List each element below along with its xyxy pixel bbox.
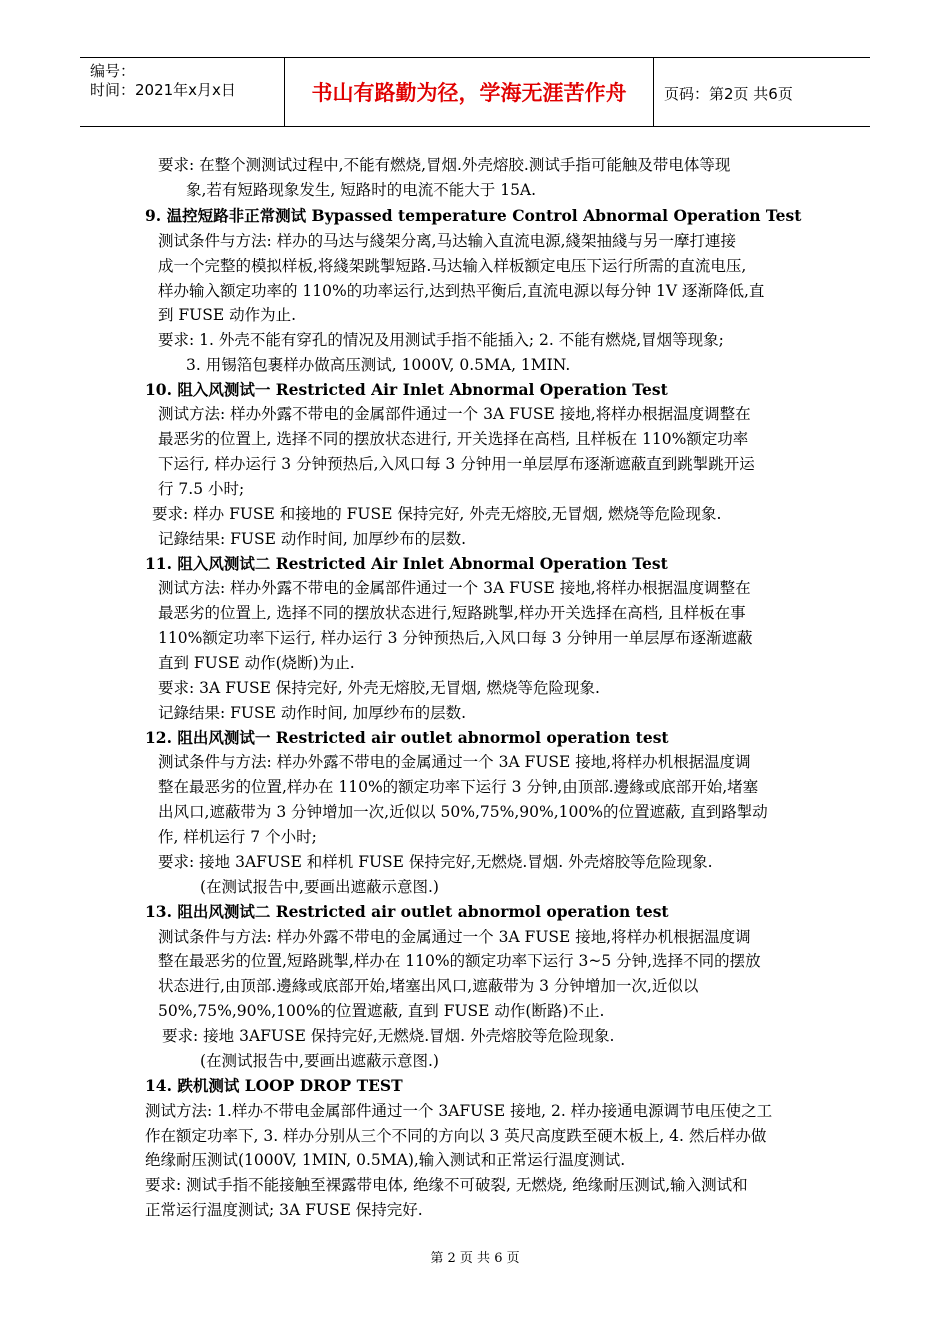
text-line: 测试方法: 样办外露不带电的金属部件通过一个 3A FUSE 接地,将样办根据温度调整在 [158,405,751,423]
text-line: 110%额定功率下运行, 样办运行 3 分钟预热后,入风口每 3 分钟用一单层厚布逐渐遮蔽 [158,629,753,647]
text-line: 最恶劣的位置上, 选择不同的摆放状态进行, 开关选择在高档, 且样板在 110%额定功率 [158,430,749,448]
text-line: 要求: 接地 3AFUSE 和样机 FUSE 保持完好,无燃烧.冒烟. 外壳熔胶等危险现象. [158,853,713,871]
text-line: 要求: 接地 3AFUSE 保持完好,无燃烧.冒烟. 外壳熔胶等危险现象. [162,1027,615,1045]
text-line: 作, 样机运行 7 个小时; [158,828,317,846]
text-line: 正常运行温度测试; 3A FUSE 保持完好. [145,1201,423,1219]
section-heading: 12. 阻出风测试一 Restricted air outlet abnormol operation test [145,728,669,747]
section-heading: 10. 阻入风测试一 Restricted Air Inlet Abnormal Operation Test [145,380,668,399]
text-line: 要求: 测试手指不能接触至裸露带电体, 绝缘不可破裂, 无燃烧, 绝缘耐压测试,输入测试和 [145,1176,748,1194]
text-line: 要求: 样办 FUSE 和接地的 FUSE 保持完好, 外壳无熔胶,无冒烟, 燃烧等危险现象. [152,505,722,523]
text-line: 要求: 在整个测测试过程中,不能有燃烧,冒烟.外壳熔胶.测试手指可能触及带电体等现 [158,156,731,174]
text-line: (在测试报告中,要画出遮蔽示意图.) [200,1052,439,1070]
header-divider [653,58,654,126]
text-line: 测试条件与方法: 样办的马达与綫架分离,马达输入直流电源,綫架抽綫与另一摩打連接 [158,232,737,250]
page-footer: 第 2 页 共 6 页 [430,1251,520,1266]
text-line: 要求: 3A FUSE 保持完好, 外壳无熔胶,无冒烟, 燃烧等危险现象. [158,679,600,697]
text-line: 直到 FUSE 动作(烧断)为止. [158,654,355,672]
text-line: (在测试报告中,要画出遮蔽示意图.) [200,878,439,896]
text-line: 作在额定功率下, 3. 样办分别从三个不同的方向以 3 英尺高度跌至硬木板上, 4. 然后样办做 [145,1127,767,1145]
text-line: 最恶劣的位置上, 选择不同的摆放状态进行,短路跳掣,样办开关选择在高档, 且样板在事 [158,604,746,622]
header-time: 时间：2021年x月x日 [90,81,236,99]
header-number: 编号： [90,62,136,80]
text-line: 出风口,遮蔽带为 3 分钟增加一次,近似以 50%,75%,90%,100%的位置遮蔽, 直到路掣动 [158,803,768,821]
text-line: 整在最恶劣的位置,样办在 110%的额定功率下运行 3 分钟,由顶部.邊緣或底部开始,堵塞 [158,778,759,796]
text-line: 下运行, 样办运行 3 分钟预热后,入风口每 3 分钟用一单层厚布逐渐遮蔽直到跳掣跳开运 [158,455,755,473]
text-line: 测试方法: 1.样办不带电金属部件通过一个 3AFUSE 接地, 2. 样办接通电源调节电压使之工 [145,1102,773,1120]
section-heading: 9. 温控短路非正常测试 Bypassed temperature Control Abnormal Operation Test [145,206,802,225]
text-line: 3. 用锡箔包裹样办做高压测试, 1000V, 0.5MA, 1MIN. [186,356,571,374]
text-line: 样办输入额定功率的 110%的功率运行,达到热平衡后,直流电源以每分钟 1V 逐渐降低,直 [158,282,765,300]
text-line: 记錄结果: FUSE 动作时间, 加厚纱布的层数. [158,530,467,548]
text-line: 象,若有短路现象发生, 短路时的电流不能大于 15A. [186,181,537,199]
header-page-number: 页码：第2页 共6页 [664,85,793,103]
text-line: 测试方法: 样办外露不带电的金属部件通过一个 3A FUSE 接地,将样办根据温度调整在 [158,579,751,597]
text-line: 测试条件与方法: 样办外露不带电的金属通过一个 3A FUSE 接地,将样办机根据温度调 [158,928,751,946]
text-line: 状态进行,由顶部.邊緣或底部开始,堵塞出风口,遮蔽带为 3 分钟增加一次,近似以 [158,977,699,995]
section-heading: 13. 阻出风测试二 Restricted air outlet abnormol operation test [145,902,669,921]
header-motto: 书山有路勤为径，学海无涯苦作舟 [311,81,627,105]
text-line: 成一个完整的模拟样板,将綫架跳掣短路.马达输入样板额定电压下运行所需的直流电压, [158,257,747,275]
text-line: 50%,75%,90%,100%的位置遮蔽, 直到 FUSE 动作(断路)不止. [158,1002,605,1020]
page-header [80,57,870,127]
text-line: 记錄结果: FUSE 动作时间, 加厚纱布的层数. [158,704,467,722]
text-line: 行 7.5 小时; [158,480,245,498]
text-line: 整在最恶劣的位置,短路跳掣,样办在 110%的额定功率下运行 3~5 分钟,选择不同的摆放 [158,952,761,970]
header-meta [90,62,280,100]
section-heading: 14. 跌机测试 LOOP DROP TEST [145,1076,403,1095]
text-line: 绝缘耐压测试(1000V, 1MIN, 0.5MA),输入测试和正常运行温度测试. [145,1151,626,1169]
text-line: 要求: 1. 外壳不能有穿孔的情况及用测试手指不能插入; 2. 不能有燃烧,冒烟等现象; [158,331,724,349]
text-line: 到 FUSE 动作为止. [158,306,297,324]
section-heading: 11. 阻入风测试二 Restricted Air Inlet Abnormal Operation Test [145,554,668,573]
text-line: 测试条件与方法: 样办外露不带电的金属通过一个 3A FUSE 接地,将样办机根据温度调 [158,753,751,771]
